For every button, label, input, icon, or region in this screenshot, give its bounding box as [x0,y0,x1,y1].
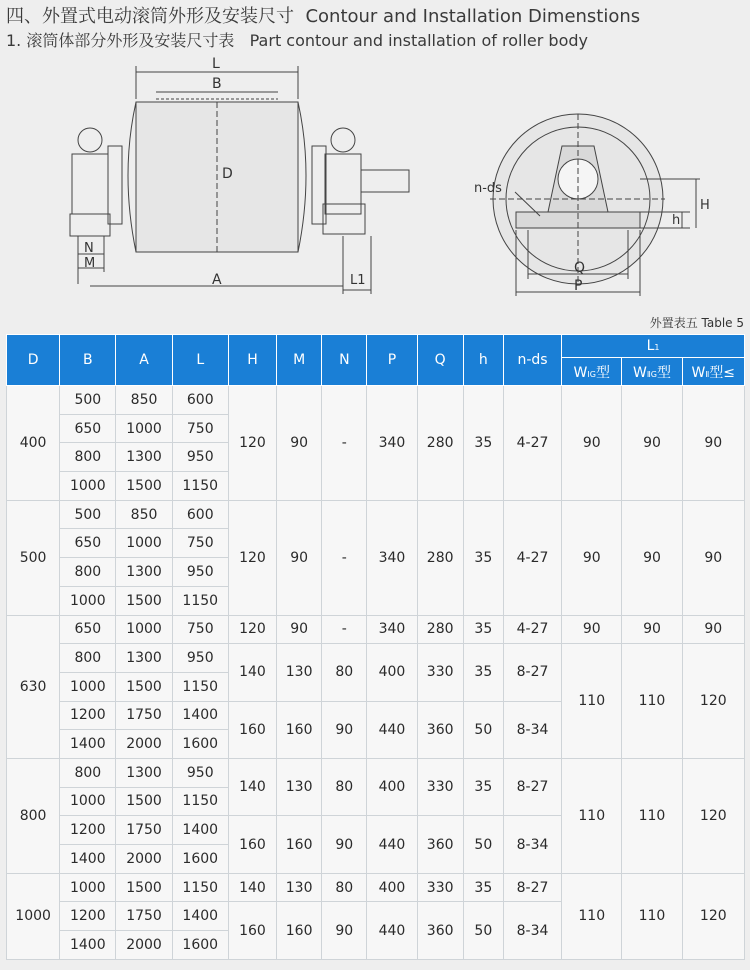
cell: 90 [322,816,367,873]
cell: 120 [228,615,276,644]
cell: 130 [277,873,322,902]
cell: 110 [622,873,682,959]
cell: 2000 [116,730,172,759]
cell: 1400 [172,701,228,730]
cell: 1000 [60,586,116,615]
table-row [7,386,745,415]
cell: 35 [463,500,503,615]
cell: 440 [367,902,417,959]
header-row [7,335,745,358]
cell: 1000 [116,615,172,644]
header-w1: WⅠG型 [562,358,622,386]
cell: 400 [7,386,60,501]
cell: 500 [60,386,116,415]
cell: 8-27 [503,758,561,815]
label-L: L [212,56,220,72]
cell: 90 [682,386,744,501]
cell: 35 [463,758,503,815]
cell: 1750 [116,902,172,931]
header-h: h [463,335,503,386]
cell: 4-27 [503,500,561,615]
label-A: A [212,272,222,288]
cell: 120 [228,500,276,615]
cell: 340 [367,386,417,501]
table-row [7,873,745,902]
cell: 1150 [172,672,228,701]
cell: 1500 [116,873,172,902]
label-N: N [84,241,94,256]
cell: 360 [417,816,463,873]
cell: 1600 [172,730,228,759]
cell: 950 [172,558,228,587]
cell: 160 [277,701,322,758]
cell: 650 [60,615,116,644]
cell: 950 [172,758,228,787]
cell: 8-34 [503,701,561,758]
label-P: P [574,278,583,294]
cell: 1500 [116,672,172,701]
cell: 1150 [172,873,228,902]
cell: 750 [172,615,228,644]
cell: 4-27 [503,386,561,501]
cell: 850 [116,386,172,415]
header-M: M [277,335,322,386]
cell: 80 [322,758,367,815]
cell: 1000 [60,787,116,816]
cell: 1200 [60,816,116,845]
cell: 140 [228,644,276,701]
cell: 950 [172,644,228,673]
cell: 650 [60,414,116,443]
cell: 1400 [60,845,116,874]
header-L: L [172,335,228,386]
label-L1: L1 [350,273,366,288]
cell: 90 [682,500,744,615]
cell: - [322,500,367,615]
cell: 1200 [60,902,116,931]
cell: 90 [277,386,322,501]
label-Q: Q [574,260,586,276]
cell: 630 [7,615,60,758]
header-N: N [322,335,367,386]
cell: 1300 [116,558,172,587]
header-H: H [228,335,276,386]
table-caption: 外置表五 Table 5 [649,316,744,330]
cell: 800 [60,644,116,673]
header-w3: WⅡ型≤ [682,358,744,386]
cell: 1600 [172,931,228,960]
cell: 280 [417,386,463,501]
cell: 400 [367,644,417,701]
cell: 750 [172,529,228,558]
table-row [7,644,745,673]
technical-drawing [0,54,750,309]
cell: 50 [463,701,503,758]
cell: 950 [172,443,228,472]
cell: 90 [562,386,622,501]
cell: 160 [228,902,276,959]
cell: 850 [116,500,172,529]
cell: 1400 [172,816,228,845]
cell: 1750 [116,701,172,730]
header-B: B [60,335,116,386]
cell: 8-27 [503,644,561,701]
cell: 360 [417,701,463,758]
cell: 1000 [116,414,172,443]
header-L1: L1 [562,335,745,358]
cell: 50 [463,902,503,959]
cell: 90 [322,902,367,959]
cell: 110 [562,644,622,759]
header-D: D [7,335,60,386]
cell: 35 [463,615,503,644]
cell: 35 [463,873,503,902]
cell: 90 [622,500,682,615]
cell: 1000 [60,472,116,501]
label-h: h [672,213,681,228]
cell: 160 [228,816,276,873]
table-row [7,758,745,787]
cell: 1150 [172,586,228,615]
cell: 1300 [116,758,172,787]
cell: 1300 [116,443,172,472]
cell: 400 [367,758,417,815]
cell: 1000 [60,672,116,701]
cell: 160 [228,701,276,758]
cell: 1400 [60,931,116,960]
cell: 130 [277,644,322,701]
cell: 90 [277,500,322,615]
cell: 90 [682,615,744,644]
cell: 1400 [60,730,116,759]
cell: 800 [60,558,116,587]
cell: 120 [682,644,744,759]
cell: 2000 [116,845,172,874]
cell: 800 [60,758,116,787]
cell: 140 [228,873,276,902]
cell: 35 [463,644,503,701]
header-Q: Q [417,335,463,386]
header-nds: n-ds [503,335,561,386]
cell: 110 [622,644,682,759]
cell: 440 [367,816,417,873]
cell: 1500 [116,787,172,816]
cell: 8-27 [503,873,561,902]
page-subtitle: 1. 滚筒体部分外形及安装尺寸表 Part contour and installation of roller body [6,31,588,50]
cell: 1000 [60,873,116,902]
cell: 1750 [116,816,172,845]
cell: 1500 [116,472,172,501]
cell: 600 [172,386,228,415]
cell: 340 [367,615,417,644]
cell: 120 [682,873,744,959]
cell: 330 [417,758,463,815]
header-A: A [116,335,172,386]
table-row [7,500,745,529]
cell: 800 [7,758,60,873]
cell: 90 [622,386,682,501]
cell: 1000 [116,529,172,558]
cell: 1300 [116,644,172,673]
cell: 1500 [116,586,172,615]
cell: 90 [322,701,367,758]
cell: 2000 [116,931,172,960]
cell: 1150 [172,472,228,501]
cell: 120 [682,758,744,873]
cell: 90 [622,615,682,644]
dimension-table [6,334,745,960]
page-title: 四、外置式电动滚筒外形及安装尺寸 Contour and Installation Dimenstions [6,6,641,27]
cell: 160 [277,816,322,873]
cell: 90 [277,615,322,644]
cell: - [322,386,367,501]
label-M: M [84,256,96,271]
cell: 110 [562,758,622,873]
cell: 50 [463,816,503,873]
cell: 80 [322,644,367,701]
cell: 110 [562,873,622,959]
cell: 600 [172,500,228,529]
cell: 1000 [7,873,60,959]
cell: - [322,615,367,644]
cell: 90 [562,500,622,615]
cell: 80 [322,873,367,902]
cell: 330 [417,873,463,902]
cell: 800 [60,443,116,472]
cell: 8-34 [503,816,561,873]
cell: 1400 [172,902,228,931]
cell: 650 [60,529,116,558]
cell: 35 [463,386,503,501]
cell: 160 [277,902,322,959]
table-row [7,615,745,644]
label-D: D [222,166,233,182]
cell: 750 [172,414,228,443]
header-w2: WⅡG型 [622,358,682,386]
label-nds: n-ds [474,181,502,196]
cell: 1600 [172,845,228,874]
cell: 360 [417,902,463,959]
cell: 140 [228,758,276,815]
cell: 110 [622,758,682,873]
cell: 1150 [172,787,228,816]
header-P: P [367,335,417,386]
cell: 280 [417,500,463,615]
cell: 130 [277,758,322,815]
label-H: H [700,198,710,213]
cell: 280 [417,615,463,644]
cell: 500 [7,500,60,615]
cell: 90 [562,615,622,644]
cell: 1200 [60,701,116,730]
cell: 8-34 [503,902,561,959]
cell: 500 [60,500,116,529]
label-B: B [212,76,222,92]
cell: 400 [367,873,417,902]
cell: 440 [367,701,417,758]
cell: 4-27 [503,615,561,644]
cell: 330 [417,644,463,701]
cell: 120 [228,386,276,501]
cell: 340 [367,500,417,615]
